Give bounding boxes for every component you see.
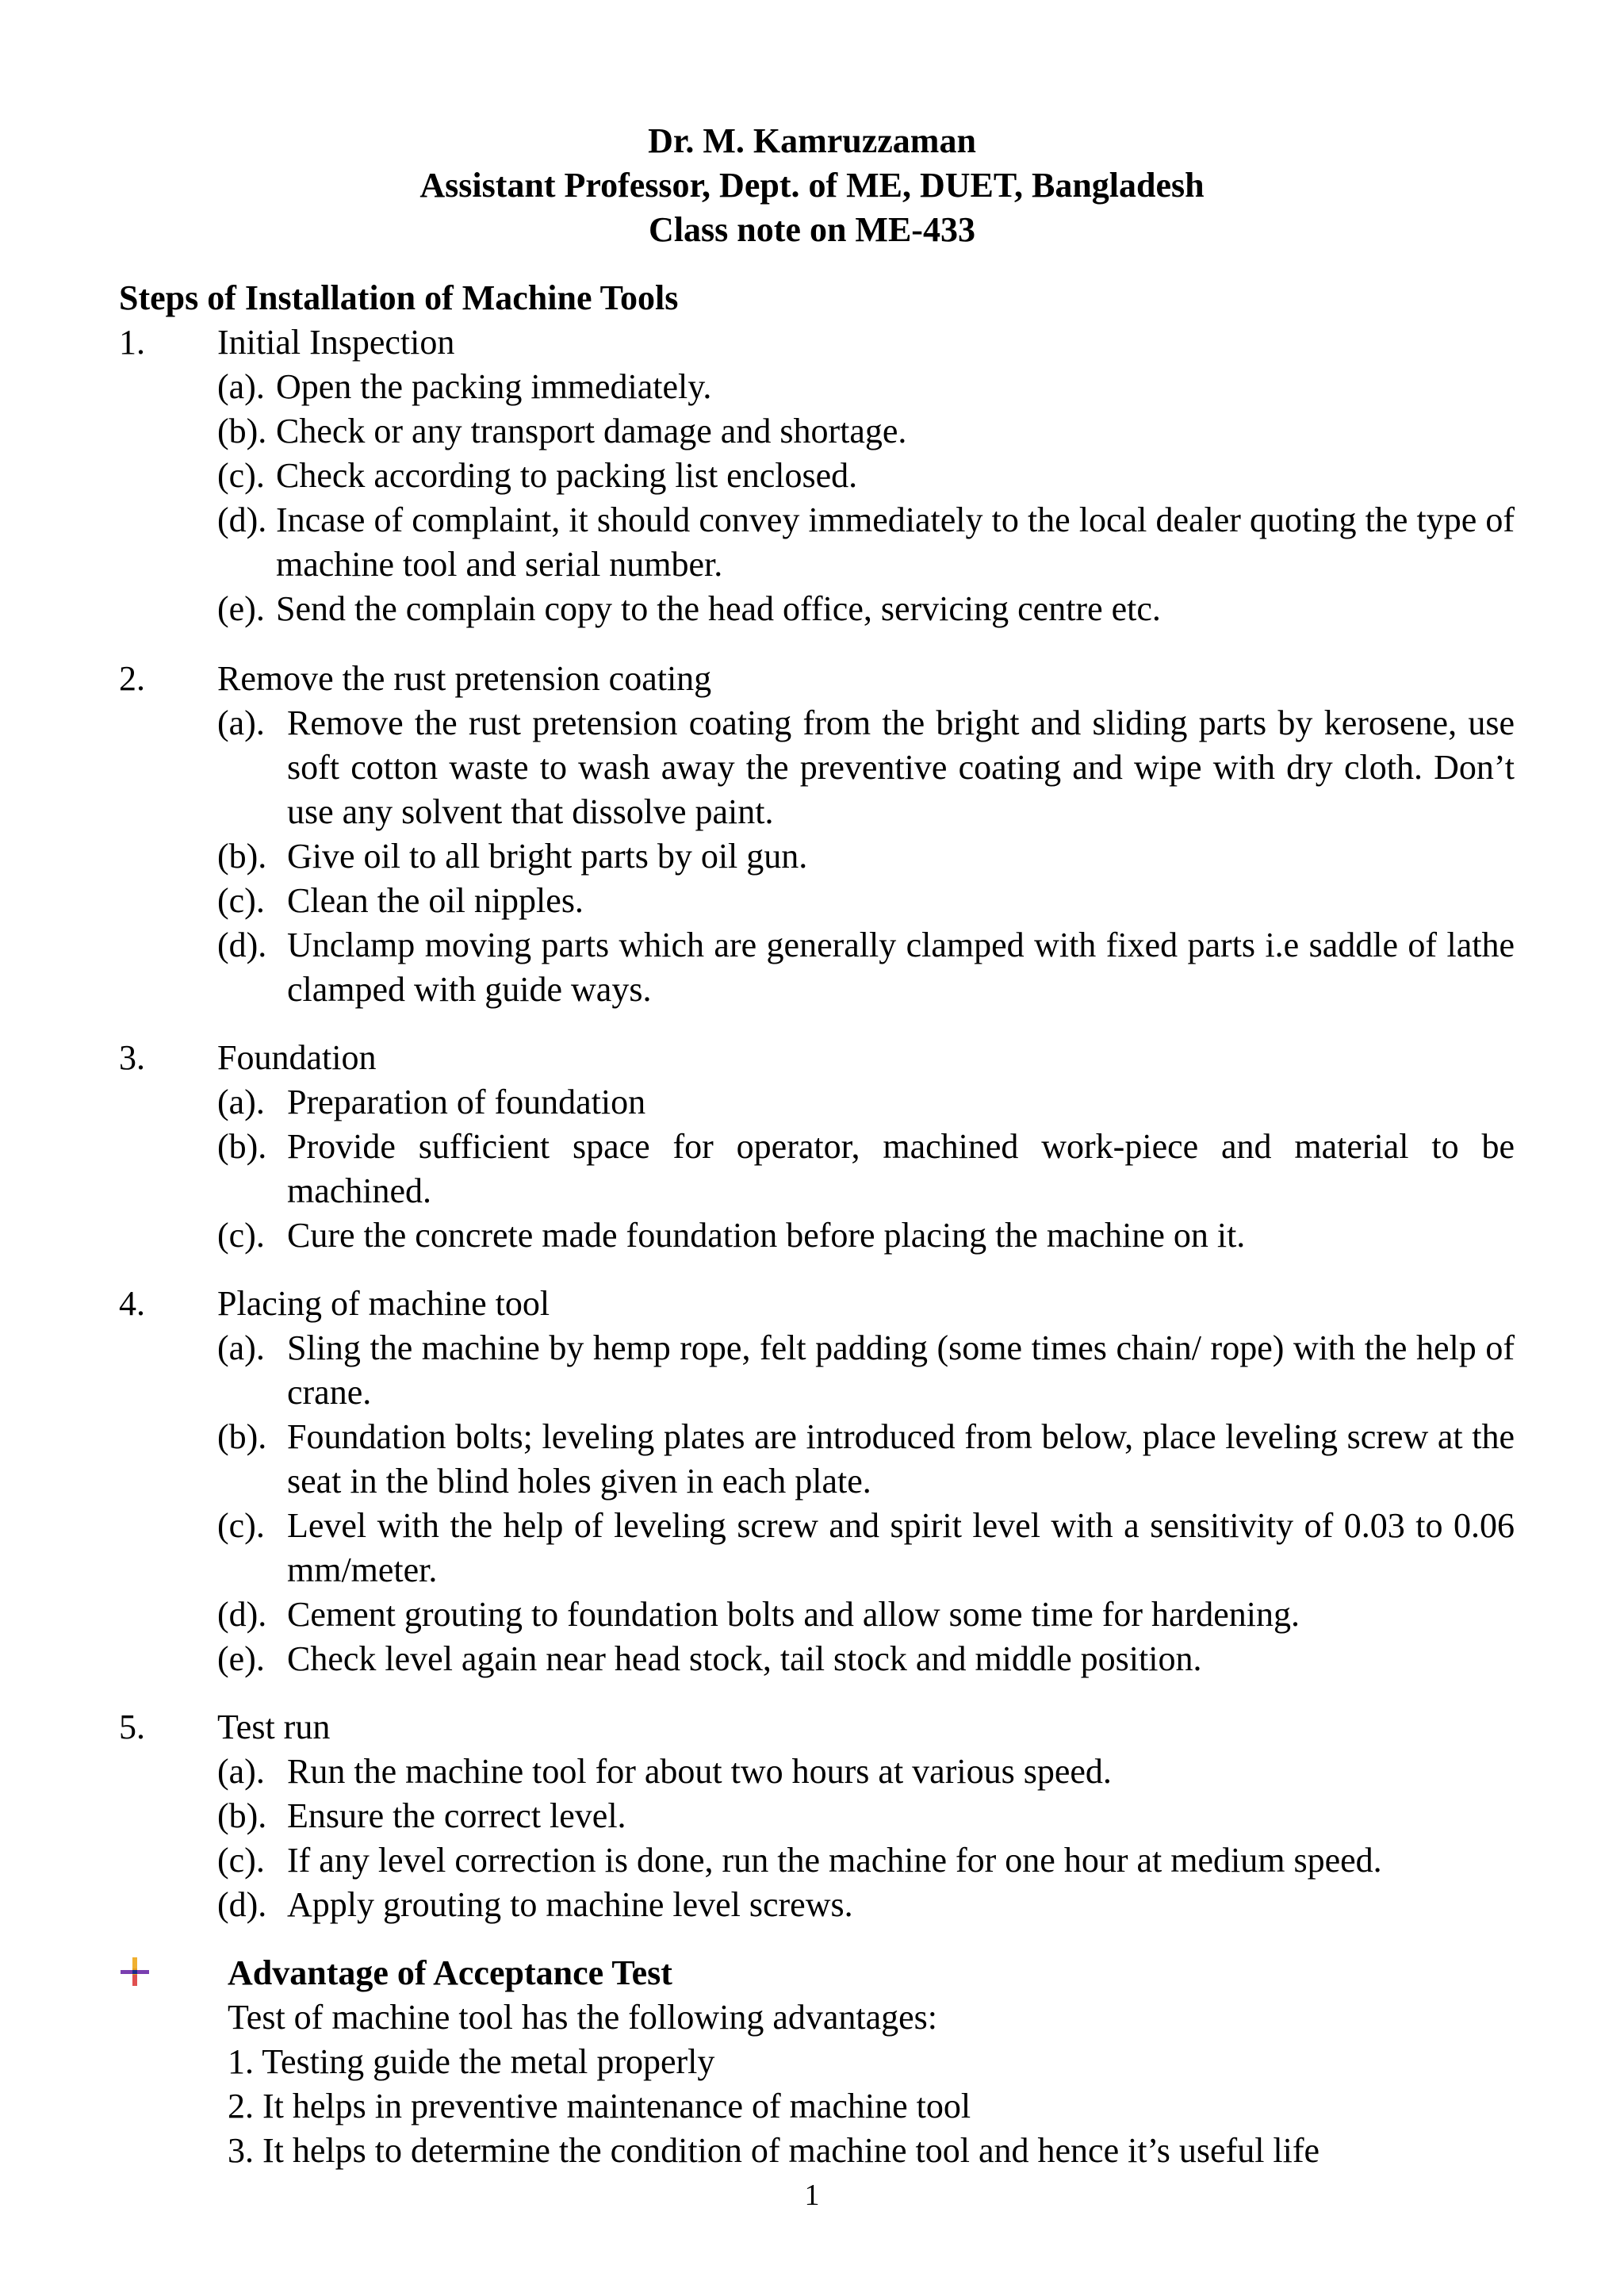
item-text: Cement grouting to foundation bolts and allow some time for hardening. <box>287 1595 1300 1634</box>
item-label: (e). <box>217 589 265 628</box>
list-item <box>217 1326 1515 1415</box>
list-item <box>217 1213 1515 1258</box>
item-text: Remove the rust pretension coating from the bright and sliding parts by kerosene, use soft cotton waste to wash away the preventive coating and wipe with dry cloth. Don’t use any solvent that dissolve paint. <box>287 703 1515 831</box>
list-item <box>217 498 1515 587</box>
step-title: Foundation <box>217 1038 377 1077</box>
document-header <box>0 119 1624 252</box>
list-item <box>217 1838 1515 1883</box>
item-label: (b). <box>217 1796 267 1835</box>
item-text: Run the machine tool for about two hours at various speed. <box>287 1752 1112 1791</box>
step-title: Test run <box>217 1708 331 1746</box>
list-item <box>217 1593 1515 1637</box>
item-text: Sling the machine by hemp rope, felt padding (some times chain/ rope) with the help of crane. <box>287 1328 1515 1412</box>
item-label: (b). <box>217 837 267 876</box>
item-label: (a). <box>217 367 265 406</box>
step-title: Placing of machine tool <box>217 1284 550 1323</box>
item-label: (a). <box>217 1752 265 1791</box>
list-item <box>217 1125 1515 1213</box>
item-label: (d). <box>217 1595 267 1634</box>
list-item <box>217 1080 1515 1125</box>
item-label: (b). <box>217 1127 267 1166</box>
step-number: 1. <box>119 323 145 362</box>
advantage-title: Advantage of Acceptance Test <box>228 1953 672 1992</box>
list-item <box>217 701 1515 834</box>
list-item <box>217 1750 1515 1794</box>
plus-bullet-icon <box>121 1956 149 1987</box>
item-text: If any level correction is done, run the machine for one hour at medium speed. <box>287 1841 1382 1880</box>
author-name: Dr. M. Kamruzzaman <box>648 121 976 160</box>
item-label: (a). <box>217 1328 265 1367</box>
item-label: (c). <box>217 1216 265 1255</box>
step-title: Remove the rust pretension coating <box>217 659 712 698</box>
list-item <box>217 1415 1515 1504</box>
item-label: (c). <box>217 456 265 495</box>
page-number: 1 <box>804 2179 820 2212</box>
item-text: Cure the concrete made foundation before placing the machine on it. <box>287 1216 1246 1255</box>
item-text: Incase of complaint, it should convey immediately to the local dealer quoting the type of machine tool and serial number. <box>276 500 1515 584</box>
advantage-intro: Test of machine tool has the following advantages: <box>228 1998 938 2037</box>
list-item <box>217 834 1515 879</box>
author-position: Assistant Professor, Dept. of ME, DUET, Bangladesh <box>419 166 1205 205</box>
course-title: Class note on ME-433 <box>649 210 975 249</box>
item-text: Ensure the correct level. <box>287 1796 626 1835</box>
item-text: Clean the oil nipples. <box>287 881 584 920</box>
step-title: Initial Inspection <box>217 323 455 362</box>
item-text: Open the packing immediately. <box>276 367 712 406</box>
list-item <box>217 1794 1515 1838</box>
item-text: Foundation bolts; leveling plates are introduced from below, place leveling screw at the seat in the blind holes given in each plate. <box>287 1417 1515 1501</box>
list-item <box>217 1883 1515 1927</box>
item-label: (b). <box>217 412 267 450</box>
list-item <box>217 365 1515 409</box>
list-item <box>217 1504 1515 1593</box>
item-label: (d). <box>217 1885 267 1924</box>
item-text: Preparation of foundation <box>287 1083 646 1121</box>
step-number: 4. <box>119 1284 145 1323</box>
list-item <box>217 1637 1515 1681</box>
list-item <box>217 879 1515 923</box>
item-text: Apply grouting to machine level screws. <box>287 1885 853 1924</box>
item-label: (a). <box>217 703 265 742</box>
item-label: (d). <box>217 500 267 539</box>
item-text: Give oil to all bright parts by oil gun. <box>287 837 808 876</box>
advantage-point: 1. Testing guide the metal properly <box>228 2042 715 2081</box>
list-item <box>217 923 1515 1012</box>
advantage-point: 2. It helps in preventive maintenance of machine tool <box>228 2087 971 2125</box>
list-item <box>217 587 1515 631</box>
item-label: (c). <box>217 1841 265 1880</box>
item-label: (b). <box>217 1417 267 1456</box>
item-label: (e). <box>217 1639 265 1678</box>
item-text: Unclamp moving parts which are generally clamped with fixed parts i.e saddle of lathe clamped with guide ways. <box>287 926 1515 1009</box>
item-label: (c). <box>217 1506 265 1545</box>
item-text: Provide sufficient space for operator, machined work-piece and material to be machined. <box>287 1127 1515 1210</box>
list-item <box>217 454 1515 498</box>
item-text: Check according to packing list enclosed. <box>276 456 858 495</box>
step-number: 2. <box>119 659 145 698</box>
item-text: Level with the help of leveling screw and spirit level with a sensitivity of 0.03 to 0.06 mm/meter. <box>287 1506 1515 1589</box>
list-item <box>217 409 1515 454</box>
section-title: Steps of Installation of Machine Tools <box>119 278 679 317</box>
item-text: Check level again near head stock, tail stock and middle position. <box>287 1639 1202 1678</box>
item-label: (d). <box>217 926 267 964</box>
step-number: 3. <box>119 1038 145 1077</box>
item-label: (a). <box>217 1083 265 1121</box>
advantage-point: 3. It helps to determine the condition of machine tool and hence it’s useful life <box>228 2131 1320 2170</box>
item-label: (c). <box>217 881 265 920</box>
step-number: 5. <box>119 1708 145 1746</box>
item-text: Check or any transport damage and shortage. <box>276 412 907 450</box>
item-text: Send the complain copy to the head office, servicing centre etc. <box>276 589 1161 628</box>
